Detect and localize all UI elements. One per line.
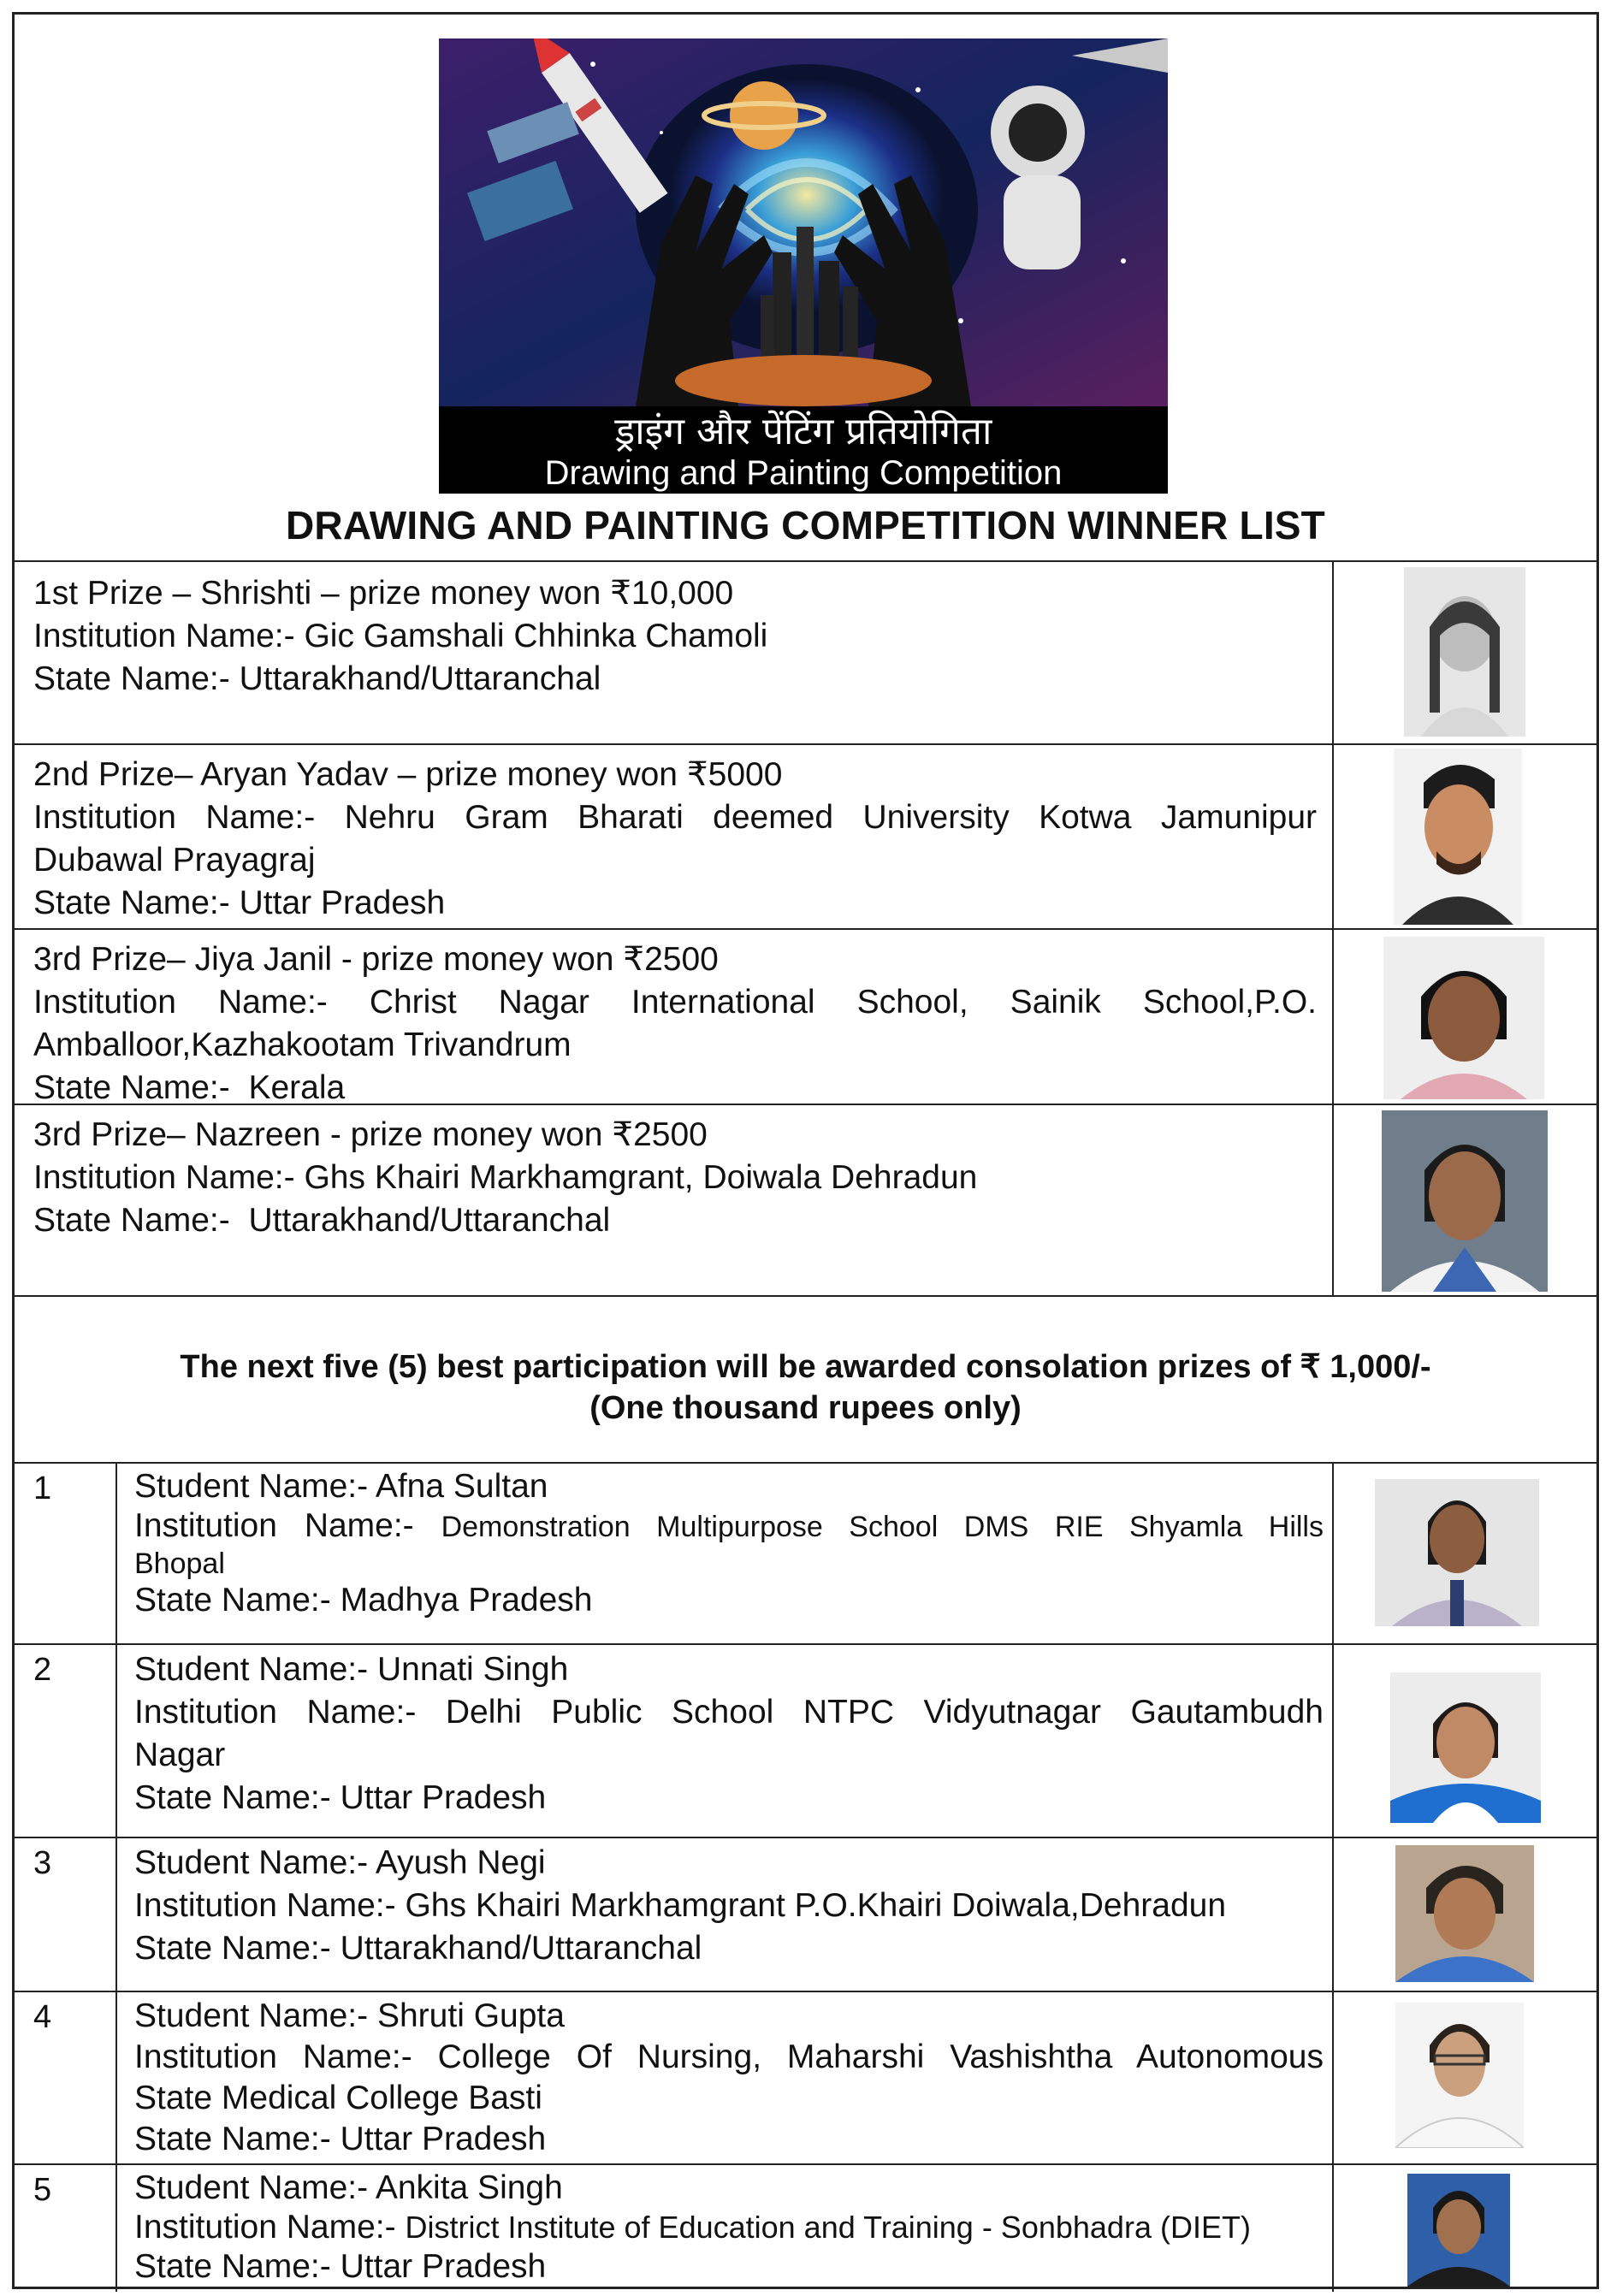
winner-heading: 1st Prize – Shrishti – prize money won ₹10,000 — [33, 575, 734, 612]
state-label: State Name:- — [33, 1069, 230, 1106]
winner-photo — [1394, 749, 1522, 925]
student-label: Student Name:- — [134, 1468, 369, 1505]
state-label: State Name:- — [33, 885, 230, 921]
institution-name: Delhi Public School NTPC Vidyutnagar Gautambudh — [445, 1694, 1324, 1731]
state-name: Uttarakhand/Uttaranchal — [248, 1202, 611, 1239]
consolation-line-2: (One thousand rupees only) — [589, 1390, 1022, 1426]
student-label: Student Name:- — [134, 1997, 369, 2034]
consolation-row — [15, 2165, 1596, 2292]
state-name: Uttar Pradesh — [340, 2121, 547, 2157]
student-label: Student Name:- — [134, 1651, 369, 1688]
student-photo — [1395, 2003, 1524, 2148]
row-number: 4 — [33, 1999, 52, 2035]
consolation-row — [15, 1645, 1596, 1838]
row-number: 2 — [33, 1652, 52, 1688]
state-name: Uttar Pradesh — [340, 1779, 547, 1816]
winner-row — [15, 745, 1596, 930]
consolation-row — [15, 1992, 1596, 2165]
institution-label: Institution Name:- — [33, 799, 316, 836]
consolation-row — [15, 1464, 1596, 1645]
winner-heading: 3rd Prize– Jiya Janil - prize money won ₹2500 — [33, 941, 719, 978]
institution-label: Institution Name:- — [33, 618, 295, 654]
institution-name: Gic Gamshali Chhinka Chamoli — [304, 618, 768, 654]
banner-caption — [439, 406, 1168, 494]
student-name: Shruti Gupta — [376, 1997, 565, 2034]
student-name: Afna Sultan — [375, 1468, 548, 1505]
institution-name-cont: State Medical College Basti — [134, 2080, 542, 2116]
institution-name: Nehru Gram Bharati deemed University Kotwa Jamunipur — [344, 799, 1318, 836]
winner-heading: 2nd Prize– Aryan Yadav – prize money won ₹5000 — [33, 756, 783, 793]
student-name: Ankita Singh — [375, 2169, 563, 2206]
student-name: Unnati Singh — [376, 1651, 569, 1688]
institution-name-cont: Dubawal Prayagraj — [33, 842, 316, 879]
winner-photo — [1383, 937, 1544, 1099]
winner-photo — [1382, 1110, 1548, 1292]
row-number: 5 — [33, 2172, 52, 2208]
state-label: State Name:- — [33, 660, 230, 697]
institution-name: Christ Nagar International School, Sainik School,P.O. — [369, 984, 1317, 1021]
state-label: State Name:- — [134, 1779, 331, 1816]
state-label: State Name:- — [134, 1930, 331, 1967]
state-name: Uttarakhand/Uttaranchal — [239, 660, 601, 697]
consolation-row — [15, 1838, 1596, 1992]
institution-name: Ghs Khairi Markhamgrant P.O.Khairi Doiwala,Dehradun — [405, 1887, 1227, 1924]
student-photo — [1407, 2174, 1510, 2287]
row-number: 1 — [33, 1471, 52, 1506]
institution-name-cont: Nagar — [134, 1737, 226, 1773]
row-number: 3 — [33, 1845, 52, 1881]
state-name: Uttar Pradesh — [340, 2248, 547, 2285]
institution-label: Institution Name:- — [134, 1507, 414, 1544]
page-title: DRAWING AND PAINTING COMPETITION WINNER LIST — [286, 503, 1325, 547]
student-photo — [1395, 1845, 1534, 1982]
student-name: Ayush Negi — [375, 1844, 546, 1881]
state-label: State Name:- — [134, 2121, 331, 2157]
student-label: Student Name:- — [134, 2169, 369, 2206]
state-name: Uttarakhand/Uttaranchal — [340, 1930, 702, 1967]
institution-label: Institution Name:- — [33, 984, 328, 1021]
winner-row — [15, 930, 1596, 1105]
institution-name-cont: Amballoor,Kazhakootam Trivandrum — [33, 1027, 572, 1063]
institution-name: Ghs Khairi Markhamgrant, Doiwala Dehradun — [304, 1159, 978, 1196]
state-label: State Name:- — [134, 1582, 331, 1618]
state-label: State Name:- — [33, 1202, 230, 1239]
document-frame — [12, 12, 1599, 2289]
state-name: Kerala — [248, 1069, 346, 1106]
state-label: State Name:- — [134, 2248, 331, 2285]
institution-name: Demonstration Multipurpose School DMS RIE Shyamla Hills — [441, 1511, 1324, 1543]
banner-english-caption: Drawing and Painting Competition — [544, 454, 1063, 492]
institution-name: College Of Nursing, Maharshi Vashishtha Autonomous — [437, 2039, 1324, 2075]
consolation-line-1: The next five (5) best participation will be awarded consolation prizes of ₹ 1,000/- — [180, 1349, 1431, 1385]
institution-label: Institution Name:- — [33, 1159, 295, 1196]
institution-label: Institution Name:- — [134, 1887, 396, 1924]
winner-heading: 3rd Prize– Nazreen - prize money won ₹2500 — [33, 1116, 708, 1153]
winner-row — [15, 1105, 1596, 1297]
banner-artwork — [439, 38, 1168, 406]
state-name: Madhya Pradesh — [340, 1582, 593, 1618]
state-name: Uttar Pradesh — [239, 885, 446, 921]
student-photo — [1375, 1479, 1539, 1626]
student-label: Student Name:- — [134, 1844, 369, 1881]
winner-row — [15, 562, 1596, 745]
consolation-heading-row — [15, 1297, 1596, 1464]
institution-label: Institution Name:- — [134, 1694, 417, 1731]
institution-label: Institution Name:- — [134, 2039, 412, 2075]
institution-label: Institution Name:- — [134, 2209, 396, 2246]
banner-hindi-caption: ड्राइंग और पेंटिंग प्रतियोगिता — [614, 410, 992, 453]
header-row — [15, 15, 1596, 562]
institution-name-cont: Bhopal — [134, 1547, 225, 1580]
institution-name: District Institute of Education and Training - Sonbhadra (DIET) — [405, 2210, 1251, 2245]
student-photo — [1390, 1672, 1541, 1823]
winner-photo — [1404, 567, 1525, 737]
competition-banner — [439, 38, 1168, 494]
